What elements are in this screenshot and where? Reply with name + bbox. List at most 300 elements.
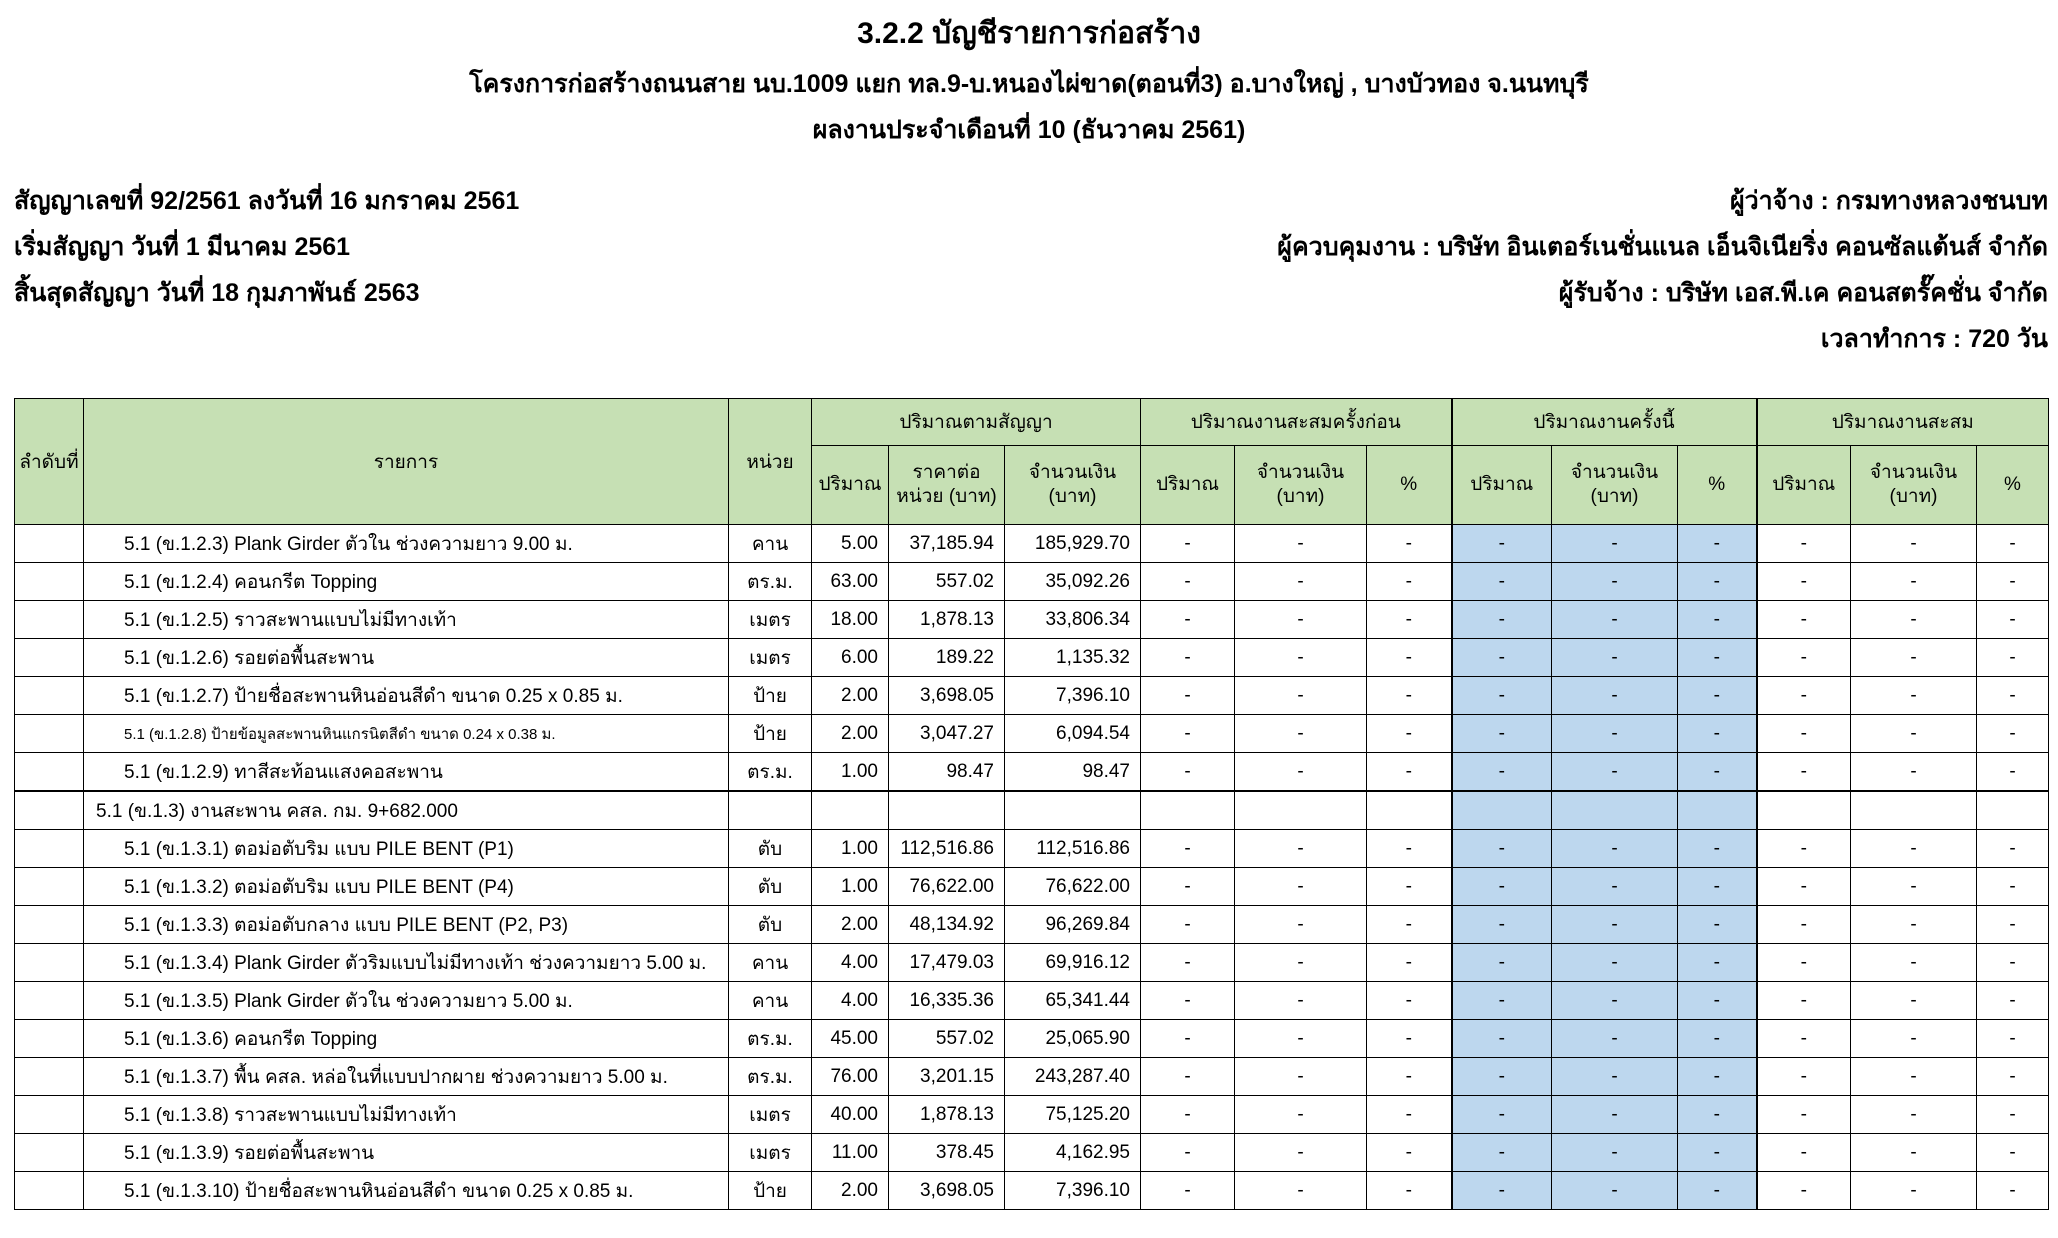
header-group-row xyxy=(15,399,2049,446)
cell-curr-qty: - xyxy=(1452,1172,1552,1210)
cell-unit-price: 17,479.03 xyxy=(889,944,1005,982)
cell-curr-pct: - xyxy=(1678,1020,1757,1058)
cell-accum-qty: - xyxy=(1757,715,1851,753)
cell-unit: ตร.ม. xyxy=(729,563,812,601)
cell-prev-amount: - xyxy=(1235,830,1367,868)
cell-contract-amount: 69,916.12 xyxy=(1005,944,1141,982)
contract-end-date: สิ้นสุดสัญญา วันที่ 18 กุมภาพันธ์ 2563 xyxy=(14,279,420,307)
cell-prev-qty: - xyxy=(1141,906,1235,944)
cell-curr-amount: - xyxy=(1552,906,1678,944)
cell-contract-amount xyxy=(1005,791,1141,830)
cell-item: 5.1 (ข.1.3.9) รอยต่อพื้นสะพาน xyxy=(84,1134,729,1172)
cell-curr-amount: - xyxy=(1552,1096,1678,1134)
cell-prev-amount: - xyxy=(1235,944,1367,982)
contract-number: สัญญาเลขที่ 92/2561 ลงวันที่ 16 มกราคม 2561 xyxy=(14,187,520,215)
cell-unit: ตร.ม. xyxy=(729,1020,812,1058)
cell-accum-qty: - xyxy=(1757,868,1851,906)
cell-item: 5.1 (ข.1.3.6) คอนกรีต Topping xyxy=(84,1020,729,1058)
cell-curr-amount: - xyxy=(1552,1058,1678,1096)
cell-accum-qty: - xyxy=(1757,830,1851,868)
cell-accum-qty: - xyxy=(1757,1058,1851,1096)
cell-accum-amount: - xyxy=(1851,715,1977,753)
cell-unit: ป้าย xyxy=(729,677,812,715)
table-row xyxy=(15,715,2049,753)
cell-unit-price: 37,185.94 xyxy=(889,525,1005,563)
cell-contract-amount: 35,092.26 xyxy=(1005,563,1141,601)
cell-contract-qty: 1.00 xyxy=(812,753,889,792)
cell-unit-price: 98.47 xyxy=(889,753,1005,792)
cell-unit: เมตร xyxy=(729,1096,812,1134)
cell-accum-amount: - xyxy=(1851,830,1977,868)
cell-accum-pct: - xyxy=(1977,639,2049,677)
cell-unit-price: 378.45 xyxy=(889,1134,1005,1172)
cell-curr-pct: - xyxy=(1678,906,1757,944)
cell-prev-amount: - xyxy=(1235,753,1367,792)
cell-curr-pct: - xyxy=(1678,982,1757,1020)
cell-contract-amount: 25,065.90 xyxy=(1005,1020,1141,1058)
table-row xyxy=(15,1020,2049,1058)
cell-unit: เมตร xyxy=(729,1134,812,1172)
cell-contract-qty: 1.00 xyxy=(812,830,889,868)
cell-accum-amount: - xyxy=(1851,944,1977,982)
cell-accum-pct: - xyxy=(1977,1172,2049,1210)
cell-prev-pct: - xyxy=(1367,715,1452,753)
cell-contract-qty: 2.00 xyxy=(812,677,889,715)
cell-unit: เมตร xyxy=(729,639,812,677)
cell-no xyxy=(15,715,84,753)
cell-accum-amount: - xyxy=(1851,677,1977,715)
cell-contract-qty: 2.00 xyxy=(812,715,889,753)
cell-prev-qty: - xyxy=(1141,1020,1235,1058)
cell-prev-qty: - xyxy=(1141,830,1235,868)
cell-curr-amount: - xyxy=(1552,601,1678,639)
cell-accum-amount: - xyxy=(1851,639,1977,677)
cell-curr-amount: - xyxy=(1552,1172,1678,1210)
group-header-accumulated: ปริมาณงานสะสม xyxy=(1757,399,2049,446)
col-header-prev-pct: % xyxy=(1367,446,1452,525)
col-header-curr-qty: ปริมาณ xyxy=(1452,446,1552,525)
contractor-line: ผู้รับจ้าง : บริษัท เอส.พี.เค คอนสตรั๊คชั่น จำกัด xyxy=(1558,279,2048,307)
cell-item: 5.1 (ข.1.3.7) พื้น คสล. หล่อในที่แบบปากผาย ช่วงความยาว 5.00 ม. xyxy=(84,1058,729,1096)
cell-curr-pct: - xyxy=(1678,639,1757,677)
cell-item: 5.1 (ข.1.2.8) ป้ายข้อมูลสะพานหินแกรนิตสีดำ ขนาด 0.24 x 0.38 ม. xyxy=(84,715,729,753)
col-header-accum-pct: % xyxy=(1977,446,2049,525)
col-header-contract-qty: ปริมาณ xyxy=(812,446,889,525)
cell-curr-pct: - xyxy=(1678,601,1757,639)
table-row xyxy=(15,1172,2049,1210)
cell-prev-pct: - xyxy=(1367,906,1452,944)
col-header-prev-amount: จำนวนเงิน (บาท) xyxy=(1235,446,1367,525)
cell-curr-qty: - xyxy=(1452,677,1552,715)
cell-unit-price: 76,622.00 xyxy=(889,868,1005,906)
info-row xyxy=(14,270,2048,316)
cell-prev-pct: - xyxy=(1367,563,1452,601)
cell-accum-qty: - xyxy=(1757,1020,1851,1058)
col-header-no: ลำดับที่ xyxy=(15,399,84,525)
cell-accum-qty: - xyxy=(1757,906,1851,944)
cell-item: 5.1 (ข.1.3) งานสะพาน คสล. กม. 9+682.000 xyxy=(84,791,729,830)
cell-prev-amount: - xyxy=(1235,982,1367,1020)
cell-accum-amount xyxy=(1851,791,1977,830)
cell-prev-pct xyxy=(1367,791,1452,830)
cell-prev-pct: - xyxy=(1367,1020,1452,1058)
cell-curr-pct: - xyxy=(1678,525,1757,563)
table-header xyxy=(15,399,2049,525)
section-row xyxy=(15,791,2049,830)
group-header-previous: ปริมาณงานสะสมครั้งก่อน xyxy=(1141,399,1452,446)
cell-prev-qty: - xyxy=(1141,944,1235,982)
cell-curr-amount: - xyxy=(1552,1134,1678,1172)
cell-prev-amount: - xyxy=(1235,715,1367,753)
cell-accum-pct: - xyxy=(1977,944,2049,982)
cell-prev-pct: - xyxy=(1367,677,1452,715)
cell-contract-qty: 45.00 xyxy=(812,1020,889,1058)
cell-accum-pct: - xyxy=(1977,525,2049,563)
cell-unit: ป้าย xyxy=(729,1172,812,1210)
cell-prev-pct: - xyxy=(1367,868,1452,906)
cell-curr-amount: - xyxy=(1552,753,1678,792)
cell-prev-pct: - xyxy=(1367,753,1452,792)
cell-prev-amount: - xyxy=(1235,639,1367,677)
cell-accum-qty: - xyxy=(1757,677,1851,715)
cell-curr-qty: - xyxy=(1452,715,1552,753)
cell-unit-price: 557.02 xyxy=(889,1020,1005,1058)
table-row xyxy=(15,639,2049,677)
cell-contract-amount: 1,135.32 xyxy=(1005,639,1141,677)
cell-no xyxy=(15,1134,84,1172)
cell-accum-pct: - xyxy=(1977,1020,2049,1058)
cell-prev-pct: - xyxy=(1367,944,1452,982)
cell-curr-qty: - xyxy=(1452,906,1552,944)
cell-contract-amount: 243,287.40 xyxy=(1005,1058,1141,1096)
employer-line: ผู้ว่าจ้าง : กรมทางหลวงชนบท xyxy=(1729,187,2048,215)
col-header-accum-qty: ปริมาณ xyxy=(1757,446,1851,525)
cell-unit: ตับ xyxy=(729,906,812,944)
cell-prev-amount: - xyxy=(1235,525,1367,563)
cell-accum-amount: - xyxy=(1851,525,1977,563)
cell-unit-price: 557.02 xyxy=(889,563,1005,601)
cell-contract-amount: 7,396.10 xyxy=(1005,677,1141,715)
cell-prev-pct: - xyxy=(1367,639,1452,677)
cell-curr-qty: - xyxy=(1452,982,1552,1020)
cell-curr-qty: - xyxy=(1452,1096,1552,1134)
cell-accum-amount: - xyxy=(1851,1058,1977,1096)
cell-accum-amount: - xyxy=(1851,868,1977,906)
cell-prev-qty: - xyxy=(1141,1096,1235,1134)
cell-curr-qty: - xyxy=(1452,1134,1552,1172)
cell-no xyxy=(15,982,84,1020)
cell-no xyxy=(15,601,84,639)
cell-unit-price: 3,698.05 xyxy=(889,1172,1005,1210)
cell-no xyxy=(15,639,84,677)
cell-prev-amount: - xyxy=(1235,1172,1367,1210)
project-name-line: โครงการก่อสร้างถนนสาย นบ.1009 แยก ทล.9-บ.หนองไผ่ขาด(ตอนที่3) อ.บางใหญ่ , บางบัวทอง จ.นนทบุรี xyxy=(469,70,1589,98)
cell-prev-amount: - xyxy=(1235,868,1367,906)
cell-contract-qty: 40.00 xyxy=(812,1096,889,1134)
cell-curr-qty: - xyxy=(1452,868,1552,906)
cell-curr-amount: - xyxy=(1552,868,1678,906)
cell-curr-pct: - xyxy=(1678,677,1757,715)
col-header-accum-amount: จำนวนเงิน (บาท) xyxy=(1851,446,1977,525)
cell-curr-qty: - xyxy=(1452,639,1552,677)
cell-accum-pct: - xyxy=(1977,830,2049,868)
cell-accum-qty xyxy=(1757,791,1851,830)
cell-accum-pct: - xyxy=(1977,753,2049,792)
cell-prev-pct: - xyxy=(1367,1134,1452,1172)
cell-unit-price: 48,134.92 xyxy=(889,906,1005,944)
cell-unit-price: 16,335.36 xyxy=(889,982,1005,1020)
work-duration-line: เวลาทำการ : 720 วัน xyxy=(1820,325,2048,353)
cell-accum-pct: - xyxy=(1977,601,2049,639)
cell-curr-pct xyxy=(1678,791,1757,830)
cell-prev-amount xyxy=(1235,791,1367,830)
table-row xyxy=(15,753,2049,792)
cell-contract-qty: 4.00 xyxy=(812,982,889,1020)
table-row xyxy=(15,906,2049,944)
cell-prev-qty: - xyxy=(1141,715,1235,753)
cell-unit-price: 3,201.15 xyxy=(889,1058,1005,1096)
cell-item: 5.1 (ข.1.3.10) ป้ายชื่อสะพานหินอ่อนสีดำ ขนาด 0.25 x 0.85 ม. xyxy=(84,1172,729,1210)
cell-contract-qty: 76.00 xyxy=(812,1058,889,1096)
col-header-unit-price: ราคาต่อหน่วย (บาท) xyxy=(889,446,1005,525)
table-row xyxy=(15,525,2049,563)
table-row xyxy=(15,601,2049,639)
cell-contract-qty: 18.00 xyxy=(812,601,889,639)
cell-curr-pct: - xyxy=(1678,1172,1757,1210)
cell-curr-qty: - xyxy=(1452,1020,1552,1058)
cell-accum-qty: - xyxy=(1757,639,1851,677)
cell-item: 5.1 (ข.1.2.7) ป้ายชื่อสะพานหินอ่อนสีดำ ขนาด 0.25 x 0.85 ม. xyxy=(84,677,729,715)
cell-curr-pct: - xyxy=(1678,944,1757,982)
cell-curr-amount: - xyxy=(1552,677,1678,715)
cell-item: 5.1 (ข.1.3.2) ตอม่อตับริม แบบ PILE BENT (P4) xyxy=(84,868,729,906)
cell-contract-amount: 98.47 xyxy=(1005,753,1141,792)
info-row xyxy=(14,224,2048,270)
cell-contract-qty: 1.00 xyxy=(812,868,889,906)
cell-prev-qty: - xyxy=(1141,677,1235,715)
cell-accum-pct: - xyxy=(1977,1096,2049,1134)
cell-accum-pct: - xyxy=(1977,677,2049,715)
cell-prev-amount: - xyxy=(1235,677,1367,715)
cell-prev-amount: - xyxy=(1235,906,1367,944)
contract-info-block xyxy=(14,178,2048,362)
cell-unit: คาน xyxy=(729,982,812,1020)
cell-accum-pct: - xyxy=(1977,906,2049,944)
cell-accum-amount: - xyxy=(1851,906,1977,944)
cell-prev-amount: - xyxy=(1235,1096,1367,1134)
table-row xyxy=(15,1134,2049,1172)
page-title: 3.2.2 บัญชีรายการก่อสร้าง xyxy=(857,17,1201,50)
cell-accum-amount: - xyxy=(1851,1020,1977,1058)
group-header-contract: ปริมาณตามสัญญา xyxy=(812,399,1141,446)
cell-prev-qty: - xyxy=(1141,601,1235,639)
table-row xyxy=(15,1058,2049,1096)
cell-item: 5.1 (ข.1.3.3) ตอม่อตับกลาง แบบ PILE BENT (P2, P3) xyxy=(84,906,729,944)
cell-prev-qty: - xyxy=(1141,1134,1235,1172)
table-row xyxy=(15,944,2049,982)
cell-item: 5.1 (ข.1.3.4) Plank Girder ตัวริมแบบไม่มีทางเท้า ช่วงความยาว 5.00 ม. xyxy=(84,944,729,982)
cell-accum-pct: - xyxy=(1977,982,2049,1020)
cell-unit-price: 3,047.27 xyxy=(889,715,1005,753)
col-header-item: รายการ xyxy=(84,399,729,525)
cell-accum-qty: - xyxy=(1757,601,1851,639)
cell-prev-amount: - xyxy=(1235,1134,1367,1172)
cell-prev-qty: - xyxy=(1141,639,1235,677)
cell-accum-qty: - xyxy=(1757,753,1851,792)
col-header-contract-amount: จำนวนเงิน (บาท) xyxy=(1005,446,1141,525)
cell-item: 5.1 (ข.1.2.9) ทาสีสะท้อนแสงคอสะพาน xyxy=(84,753,729,792)
cell-accum-qty: - xyxy=(1757,944,1851,982)
cell-unit: คาน xyxy=(729,525,812,563)
cell-item: 5.1 (ข.1.3.1) ตอม่อตับริม แบบ PILE BENT (P1) xyxy=(84,830,729,868)
cell-contract-qty: 4.00 xyxy=(812,944,889,982)
cell-curr-qty: - xyxy=(1452,830,1552,868)
cell-curr-pct: - xyxy=(1678,563,1757,601)
cell-contract-amount: 6,094.54 xyxy=(1005,715,1141,753)
cell-unit: ตร.ม. xyxy=(729,753,812,792)
cell-prev-amount: - xyxy=(1235,563,1367,601)
cell-item: 5.1 (ข.1.3.5) Plank Girder ตัวใน ช่วงความยาว 5.00 ม. xyxy=(84,982,729,1020)
cell-curr-qty: - xyxy=(1452,563,1552,601)
cell-unit: ตร.ม. xyxy=(729,1058,812,1096)
cell-no xyxy=(15,791,84,830)
cell-accum-qty: - xyxy=(1757,563,1851,601)
cell-accum-amount: - xyxy=(1851,601,1977,639)
cell-no xyxy=(15,753,84,792)
cell-no xyxy=(15,563,84,601)
col-header-unit: หน่วย xyxy=(729,399,812,525)
cell-contract-qty: 63.00 xyxy=(812,563,889,601)
cell-accum-qty: - xyxy=(1757,982,1851,1020)
cell-unit xyxy=(729,791,812,830)
info-row xyxy=(14,316,2048,362)
cell-item: 5.1 (ข.1.3.8) ราวสะพานแบบไม่มีทางเท้า xyxy=(84,1096,729,1134)
table-row xyxy=(15,1096,2049,1134)
cell-unit-price: 3,698.05 xyxy=(889,677,1005,715)
report-period-line: ผลงานประจำเดือนที่ 10 (ธันวาคม 2561) xyxy=(812,116,1246,144)
cell-unit: ตับ xyxy=(729,830,812,868)
cell-item: 5.1 (ข.1.2.4) คอนกรีต Topping xyxy=(84,563,729,601)
cell-curr-qty: - xyxy=(1452,753,1552,792)
cell-unit: ป้าย xyxy=(729,715,812,753)
cell-contract-qty xyxy=(812,791,889,830)
cell-curr-amount: - xyxy=(1552,639,1678,677)
cell-no xyxy=(15,868,84,906)
cell-no xyxy=(15,677,84,715)
cell-curr-pct: - xyxy=(1678,1096,1757,1134)
cell-prev-amount: - xyxy=(1235,1058,1367,1096)
cell-curr-pct: - xyxy=(1678,830,1757,868)
group-header-current: ปริมาณงานครั้งนี้ xyxy=(1452,399,1757,446)
cell-no xyxy=(15,1058,84,1096)
cell-curr-amount: - xyxy=(1552,1020,1678,1058)
cell-contract-amount: 185,929.70 xyxy=(1005,525,1141,563)
cell-unit-price: 1,878.13 xyxy=(889,601,1005,639)
cell-accum-qty: - xyxy=(1757,1172,1851,1210)
col-header-curr-pct: % xyxy=(1678,446,1757,525)
cell-no xyxy=(15,1172,84,1210)
cell-unit: ตับ xyxy=(729,868,812,906)
cell-curr-qty: - xyxy=(1452,1058,1552,1096)
col-header-curr-amount: จำนวนเงิน (บาท) xyxy=(1552,446,1678,525)
cell-accum-amount: - xyxy=(1851,1172,1977,1210)
cell-accum-qty: - xyxy=(1757,525,1851,563)
cell-curr-amount: - xyxy=(1552,830,1678,868)
cell-prev-qty xyxy=(1141,791,1235,830)
cell-prev-pct: - xyxy=(1367,525,1452,563)
cell-curr-amount: - xyxy=(1552,944,1678,982)
cell-curr-amount xyxy=(1552,791,1678,830)
document-header xyxy=(0,14,2058,148)
table-row xyxy=(15,563,2049,601)
cell-contract-qty: 2.00 xyxy=(812,906,889,944)
cell-unit-price xyxy=(889,791,1005,830)
info-row xyxy=(14,178,2048,224)
cell-unit-price: 189.22 xyxy=(889,639,1005,677)
cell-prev-qty: - xyxy=(1141,753,1235,792)
cell-contract-amount: 112,516.86 xyxy=(1005,830,1141,868)
cell-prev-amount: - xyxy=(1235,601,1367,639)
cell-accum-pct: - xyxy=(1977,868,2049,906)
cell-curr-amount: - xyxy=(1552,525,1678,563)
cell-contract-amount: 76,622.00 xyxy=(1005,868,1141,906)
supervisor-line: ผู้ควบคุมงาน : บริษัท อินเตอร์เนชั่นแนล เอ็นจิเนียริ่ง คอนซัลแต้นส์ จำกัด xyxy=(1277,233,2048,261)
cell-no xyxy=(15,944,84,982)
cell-no xyxy=(15,525,84,563)
cell-prev-qty: - xyxy=(1141,563,1235,601)
cell-accum-pct: - xyxy=(1977,1134,2049,1172)
col-header-prev-qty: ปริมาณ xyxy=(1141,446,1235,525)
cell-accum-amount: - xyxy=(1851,753,1977,792)
cell-no xyxy=(15,906,84,944)
cell-contract-amount: 75,125.20 xyxy=(1005,1096,1141,1134)
cell-curr-pct: - xyxy=(1678,1134,1757,1172)
cell-prev-qty: - xyxy=(1141,1058,1235,1096)
cell-prev-pct: - xyxy=(1367,1096,1452,1134)
cell-unit-price: 112,516.86 xyxy=(889,830,1005,868)
cell-contract-amount: 7,396.10 xyxy=(1005,1172,1141,1210)
cell-contract-amount: 33,806.34 xyxy=(1005,601,1141,639)
cell-prev-pct: - xyxy=(1367,601,1452,639)
cell-prev-pct: - xyxy=(1367,830,1452,868)
cell-unit-price: 1,878.13 xyxy=(889,1096,1005,1134)
table-row xyxy=(15,677,2049,715)
cell-item: 5.1 (ข.1.2.3) Plank Girder ตัวใน ช่วงความยาว 9.00 ม. xyxy=(84,525,729,563)
cell-item: 5.1 (ข.1.2.5) ราวสะพานแบบไม่มีทางเท้า xyxy=(84,601,729,639)
cell-curr-pct: - xyxy=(1678,1058,1757,1096)
cell-prev-pct: - xyxy=(1367,982,1452,1020)
cell-contract-qty: 2.00 xyxy=(812,1172,889,1210)
cell-prev-pct: - xyxy=(1367,1058,1452,1096)
cell-unit: คาน xyxy=(729,944,812,982)
contract-start-date: เริ่มสัญญา วันที่ 1 มีนาคม 2561 xyxy=(14,233,351,261)
cell-accum-qty: - xyxy=(1757,1134,1851,1172)
table-row xyxy=(15,982,2049,1020)
cell-contract-qty: 11.00 xyxy=(812,1134,889,1172)
cell-accum-qty: - xyxy=(1757,1096,1851,1134)
cell-accum-amount: - xyxy=(1851,982,1977,1020)
cell-prev-pct: - xyxy=(1367,1172,1452,1210)
cell-no xyxy=(15,830,84,868)
table-row xyxy=(15,868,2049,906)
cell-prev-amount: - xyxy=(1235,1020,1367,1058)
cell-curr-pct: - xyxy=(1678,868,1757,906)
cell-contract-qty: 5.00 xyxy=(812,525,889,563)
cell-accum-pct xyxy=(1977,791,2049,830)
cell-accum-pct: - xyxy=(1977,715,2049,753)
cell-accum-pct: - xyxy=(1977,1058,2049,1096)
table-row xyxy=(15,830,2049,868)
